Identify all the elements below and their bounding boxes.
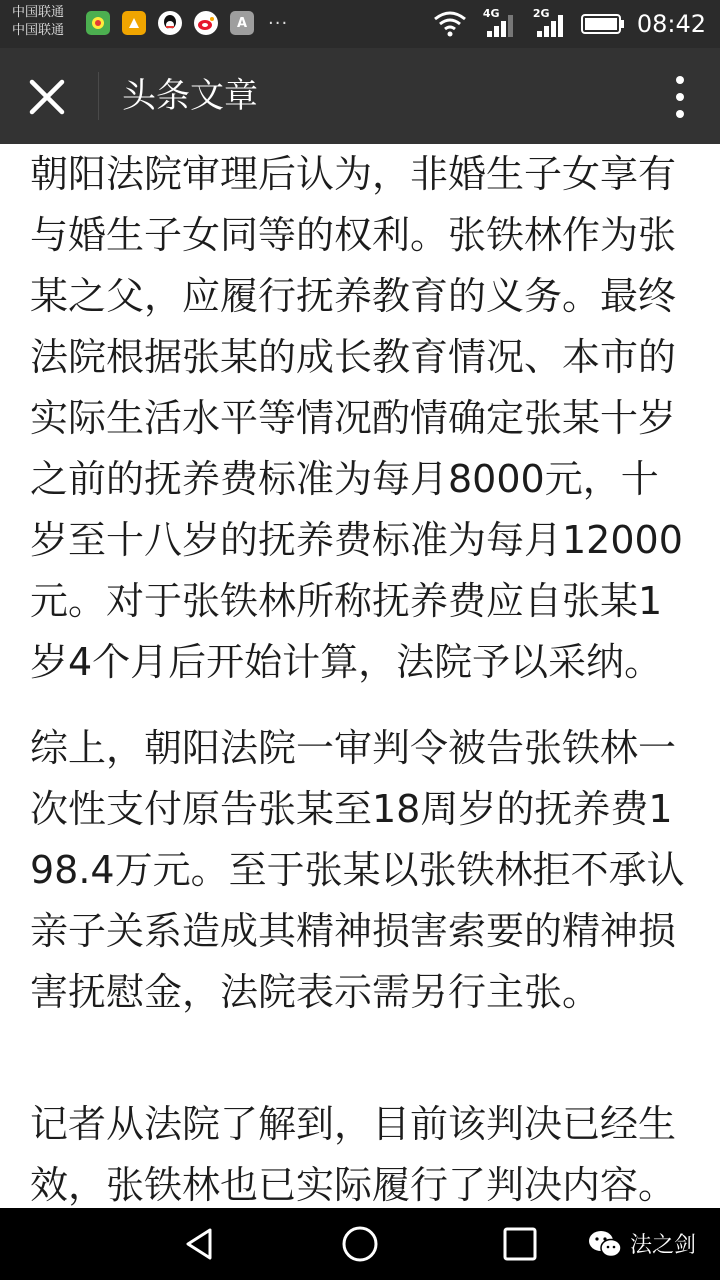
- watermark: [588, 1228, 696, 1259]
- article-body[interactable]: [0, 144, 720, 1208]
- battery-icon: [581, 13, 625, 35]
- close-icon[interactable]: [26, 76, 68, 118]
- status-bar: [0, 0, 720, 48]
- weibo-icon: [194, 11, 218, 35]
- wechat-icon: [588, 1229, 622, 1259]
- back-icon[interactable]: [180, 1224, 220, 1264]
- carrier-info: [12, 4, 64, 40]
- article-paragraph-2: 综上，朝阳法院一审判令被告张铁林一次性支付原告张某至18周岁的抚养费198.4万元。至于张某以张铁林拒不承认亲子关系造成其精神损害索要的精神损害抚慰金，法院表示需另行主张。: [30, 726, 685, 1014]
- app-bar-divider: [98, 72, 99, 120]
- navigation-bar: [0, 1208, 720, 1280]
- article-paragraph-3: 记者从法院了解到，目前该判决已经生效，张铁林也已实际履行了判决内容。: [30, 1102, 677, 1207]
- qq-icon: [158, 11, 182, 35]
- app-bar: [0, 48, 720, 144]
- recent-apps-icon[interactable]: [502, 1226, 538, 1262]
- signal-4g: [481, 9, 517, 39]
- signal-bars-icon: [531, 15, 565, 37]
- carrier-2: 中国联通: [12, 23, 65, 38]
- clock: 08:42: [636, 10, 706, 38]
- signal-bars-icon: [481, 15, 515, 37]
- a-app-icon: A: [230, 11, 254, 35]
- signal-2g: [531, 9, 567, 39]
- home-icon[interactable]: [340, 1224, 380, 1264]
- page-title: 头条文章: [122, 76, 258, 116]
- watermark-text: 法之剑: [629, 1233, 696, 1258]
- network-type-4g: 4G: [482, 7, 500, 20]
- more-vertical-icon[interactable]: [672, 74, 688, 120]
- article-paragraph-1: 朝阳法院审理后认为，非婚生子女享有与婚生子女同等的权利。张铁林作为张某之父，应履行抚养教育的义务。最终法院根据张某的成长教育情况、本市的实际生活水平等情况酌情确定张某十岁之前的抚养费标准为每月8000元，十岁至十八岁的抚养费标准为每月12000元。对于张铁林所称抚养费应自张某1岁4个月后开始计算，法院予以采纳。: [30, 152, 683, 684]
- notification-icons: [86, 11, 288, 35]
- more-notifications: ···: [268, 12, 289, 34]
- network-type-2g: 2G: [532, 7, 550, 20]
- wifi-icon: [433, 11, 467, 37]
- system-icons: [433, 6, 706, 42]
- orange-app-icon: [122, 11, 146, 35]
- green-app-icon: [86, 11, 110, 35]
- carrier-1: 中国联通: [12, 5, 65, 20]
